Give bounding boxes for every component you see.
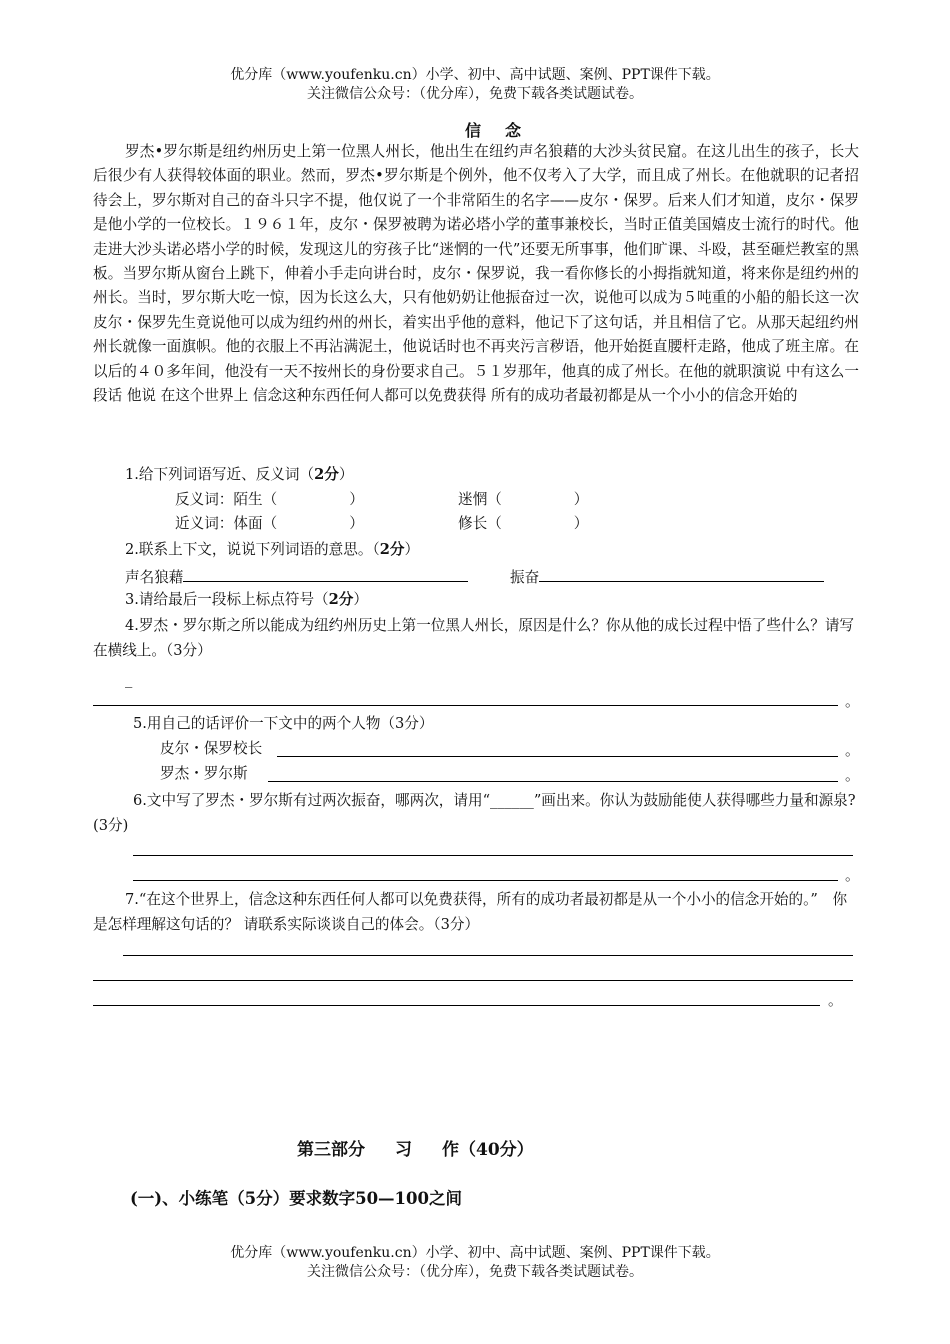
question-3 bbox=[125, 590, 368, 610]
synonym-1: 体面（ bbox=[233, 515, 278, 532]
question-7-answer-line-1[interactable] bbox=[123, 955, 853, 956]
word-2-label: 振奋 bbox=[510, 569, 540, 586]
question-1-text: 1.给下列词语写近、反义词（ bbox=[125, 466, 315, 483]
synonym-row-2 bbox=[458, 514, 588, 534]
word-1-label: 声名狼藉 bbox=[125, 569, 184, 586]
question-2-score: 2分 bbox=[379, 541, 405, 558]
person-1-label: 皮尔・保罗校长 bbox=[160, 740, 263, 757]
section-3-title-a: 第三部分 bbox=[297, 1140, 365, 1160]
person-2-answer-line[interactable] bbox=[268, 781, 838, 782]
word-1-answer-line[interactable] bbox=[183, 565, 468, 582]
question-6-period: 。 bbox=[845, 867, 860, 884]
question-3-text: 3.请给最后一段标上标点符号（ bbox=[125, 591, 329, 608]
question-4-answer-line[interactable] bbox=[93, 705, 838, 706]
footer-line-2: 关注微信公众号：（优分库），免费下载各类试题试卷。 bbox=[307, 1264, 643, 1280]
question-3-close: ） bbox=[353, 591, 369, 608]
word-2-answer-line[interactable] bbox=[539, 565, 824, 582]
antonym-1: 陌生（ bbox=[233, 491, 278, 508]
question-7-answer-line-2[interactable] bbox=[93, 980, 853, 981]
antonym-label: 反义词： bbox=[175, 491, 234, 508]
antonym-row bbox=[175, 490, 364, 510]
person-2-label: 罗杰・罗尔斯 bbox=[160, 765, 248, 782]
question-6-text: 6.文中写了罗杰・罗尔斯有过两次振奋，哪两次，请用“______”画出来。你认为鼓励能使人获得哪些力量和源泉?(3分) bbox=[93, 792, 856, 834]
person-1-answer-line[interactable] bbox=[277, 756, 838, 757]
synonym-2: 修长（ bbox=[458, 515, 502, 532]
page-footer bbox=[0, 1244, 950, 1282]
synonym-row bbox=[175, 514, 364, 534]
article-title: 信念 bbox=[464, 121, 545, 140]
section-3-title-c: 作（40分） bbox=[442, 1140, 534, 1160]
question-7-text: 7.“在这个世界上，信念这种东西任何人都可以免费获得，所有的成功者最初都是从一个小小的信念开始的。” 你是怎样理解这句话的？ 请联系实际谈谈自己的体会。（3分） bbox=[93, 891, 848, 933]
question-6-answer-line-2[interactable] bbox=[133, 880, 838, 881]
antonym-row-2 bbox=[458, 490, 588, 510]
question-2-text: 2.联系上下文，说说下列词语的意思。（ bbox=[125, 541, 380, 558]
article-body: 罗杰•罗尔斯是纽约州历史上第一位黑人州长，他出生在纽约声名狼藉的大沙头贫民窟。在这儿出生的孩子，长大后很少有人获得较体面的职业。然而，罗杰•罗尔斯是个例外，他不仅考入了大学，而且成了州长。在他就职的记者招待会上，罗尔斯对自己的奋斗只字不提，他仅说了一个非常陌生的名字——皮尔・保罗。后来人们才知道，皮尔・保罗是他小学的一位校长。１９６１年，皮尔・保罗被聘为诺必塔小学的董事兼校长，当时正值美国嬉皮士流行的时代。他走进大沙头诺必塔小学的时候，发现这儿的穷孩子比“迷惘的一代”还要无所事事，他们旷课、斗殴，甚至砸烂教室的黑板。当罗尔斯从窗台上跳下，伸着小手走向讲台时，皮尔・保罗说，我一看你修长的小拇指就知道，将来你是纽约州的州长。当时，罗尔斯大吃一惊，因为长这么大，只有他奶奶让他振奋过一次，说他可以成为５吨重的小船的船长这一次皮尔・保罗先生竟说他可以成为纽约州的州长，着实出乎他的意料，他记下了这句话，并且相信了它。从那天起纽约州州长就像一面旗帜。他的衣服上不再沾满泥土，他说话时也不再夹污言秽语，他开始挺直腰杆走路，他成了班主席。在以后的４０多年间，他没有一天不按州长的身份要求自己。５１岁那年，他真的成了州长。在他的就职演说 中有这么一段话 他说 在这个世界上 信念这种东西任何人都可以免费获得 所有的成功者最初都是从一个小小的信念开始的 bbox=[93, 143, 859, 405]
section-3-subtitle: (一)、小练笔（5分）要求数字50—100之间 bbox=[130, 1189, 462, 1208]
question-6-answer-line-1[interactable] bbox=[133, 855, 853, 856]
question-2-close: ） bbox=[404, 541, 420, 558]
question-1 bbox=[125, 465, 353, 485]
question-5-text: 5.用自己的话评价一下文中的两个人物（3分） bbox=[133, 715, 434, 732]
header-line-1: 优分库（www.youfenku.cn）小学、初中、高中试题、案例、PPT课件下载。 bbox=[230, 67, 720, 83]
question-2-word-2 bbox=[510, 565, 824, 588]
antonym-2-close: ） bbox=[573, 491, 589, 508]
synonym-1-close: ） bbox=[349, 515, 364, 532]
question-4-text: 4.罗杰・罗尔斯之所以能成为纽约州历史上第一位黑人州长，原因是什么？你从他的成长过程中悟了些什么？请写在横线上。（3分） bbox=[93, 617, 855, 659]
question-7-period: 。 bbox=[828, 992, 843, 1009]
section-3-title bbox=[297, 1135, 534, 1160]
synonym-2-close: ） bbox=[573, 515, 589, 532]
question-2-word-1 bbox=[125, 565, 468, 588]
question-1-close: ） bbox=[338, 466, 354, 483]
header-line-2: 关注微信公众号：（优分库），免费下载各类试题试卷。 bbox=[307, 86, 643, 102]
question-7-answer-line-3[interactable] bbox=[93, 1005, 820, 1006]
antonym-2: 迷惘（ bbox=[458, 491, 502, 508]
person-1-period: 。 bbox=[845, 742, 860, 759]
question-2 bbox=[125, 540, 419, 560]
question-1-score: 2分 bbox=[314, 466, 339, 483]
question-4-period: 。 bbox=[845, 693, 860, 710]
synonym-label: 近义词： bbox=[175, 515, 234, 532]
question-3-score: 2分 bbox=[328, 591, 354, 608]
person-2-period: 。 bbox=[845, 767, 860, 784]
section-3-title-b: 习 bbox=[395, 1140, 412, 1160]
question-4-mark: _ bbox=[125, 671, 133, 688]
footer-line-1: 优分库（www.youfenku.cn）小学、初中、高中试题、案例、PPT课件下载。 bbox=[230, 1245, 720, 1261]
page-header bbox=[0, 66, 950, 104]
antonym-1-close: ） bbox=[349, 491, 364, 508]
